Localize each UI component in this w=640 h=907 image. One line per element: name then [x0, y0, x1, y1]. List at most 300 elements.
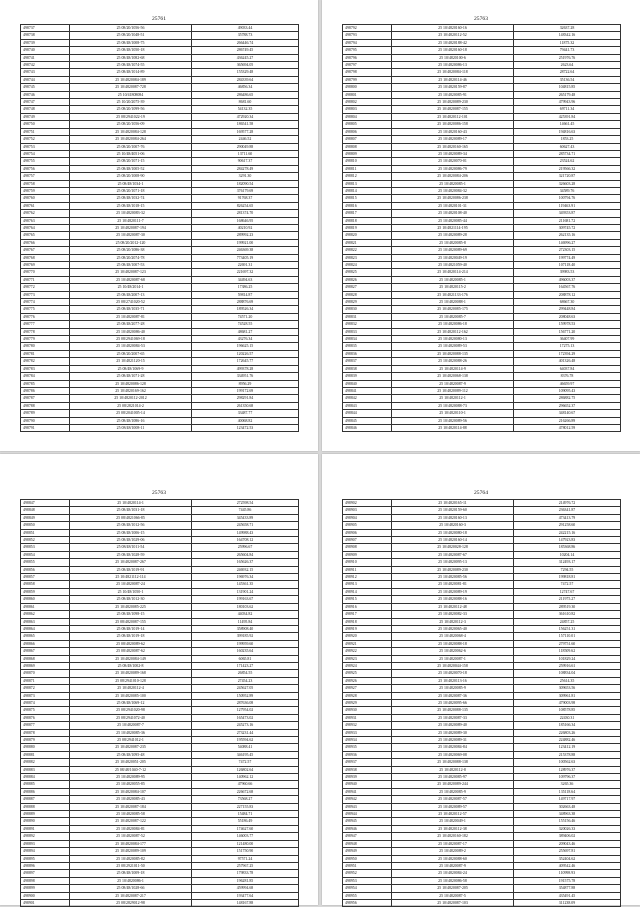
row-amount-cell: 149717.97: [514, 796, 621, 803]
row-id-cell: 498791: [21, 424, 70, 431]
row-code-cell: 25 10/48/4051-06: [70, 150, 192, 157]
row-amount-cell: 265604.84: [192, 551, 299, 558]
table-row: [343, 648, 621, 655]
row-id-cell: 498915: [343, 596, 392, 603]
row-id-cell: 498878: [21, 729, 70, 736]
row-code-cell: 25 08/48/1095-48: [70, 751, 192, 758]
row-code-cell: 25 10/4820087-205: [392, 885, 514, 892]
row-id-cell: 498846: [343, 424, 392, 431]
table-row: [343, 781, 621, 788]
row-code-cell: 25 10/4820089-57: [392, 803, 514, 810]
row-amount-cell: 185166.34: [514, 722, 621, 729]
row-id-cell: 498737: [21, 25, 70, 32]
row-amount-cell: 121480.00: [192, 840, 299, 847]
table-row: [343, 195, 621, 202]
row-id-cell: 498835: [343, 343, 392, 350]
row-code-cell: 25 10/4820084-24: [392, 870, 514, 877]
table-row: [343, 714, 621, 721]
table-row: [343, 69, 621, 76]
table-row: [343, 217, 621, 224]
row-id-cell: 498805: [343, 121, 392, 128]
row-amount-cell: 36407.99: [514, 336, 621, 343]
row-id-cell: 498939: [343, 774, 392, 781]
row-amount-cell: 24857.25: [514, 618, 621, 625]
row-id-cell: 498847: [21, 500, 70, 507]
row-id-cell: 498814: [343, 187, 392, 194]
row-amount-cell: 279751.60: [514, 640, 621, 647]
row-code-cell: 25 10/4820085-225: [70, 603, 192, 610]
row-code-cell: 25 08/48/1032-74: [70, 195, 192, 202]
row-amount-cell: 298291.84: [192, 395, 299, 402]
table-row: [21, 54, 299, 61]
row-amount-cell: 69711.34: [514, 106, 621, 113]
table-row: [21, 202, 299, 209]
row-amount-cell: 361610.82: [514, 611, 621, 618]
row-code-cell: 25 10/4820087-9: [392, 380, 514, 387]
row-amount-cell: 309653.56: [514, 685, 621, 692]
row-amount-cell: 199163.67: [192, 596, 299, 603]
table-row: [21, 365, 299, 372]
row-id-cell: 498894: [21, 848, 70, 855]
row-id-cell: 498800: [343, 84, 392, 91]
row-amount-cell: 245658.71: [192, 522, 299, 529]
row-amount-cell: 49033.44: [192, 25, 299, 32]
row-code-cell: 25 10/4820087-68: [70, 276, 192, 283]
row-amount-cell: 246369.38: [192, 247, 299, 254]
table-row: [21, 350, 299, 357]
row-code-cell: 25 10/4820112-101: [392, 113, 514, 120]
row-amount-cell: 399185.92: [192, 633, 299, 640]
row-amount-cell: 219566.32: [514, 165, 621, 172]
row-amount-cell: 189526.34: [192, 306, 299, 313]
table-row: [21, 885, 299, 892]
row-id-cell: 498787: [21, 395, 70, 402]
row-code-cell: 25 10/4820087-1: [392, 655, 514, 662]
row-amount-cell: 7472.57: [514, 581, 621, 588]
row-code-cell: 25 10/4820068-138: [392, 373, 514, 380]
row-id-cell: 498748: [21, 106, 70, 113]
table-row: [21, 321, 299, 328]
table-row: [343, 291, 621, 298]
row-amount-cell: 107118.40: [514, 262, 621, 269]
row-id-cell: 498817: [343, 210, 392, 217]
row-amount-cell: 46856.34: [192, 84, 299, 91]
table-row: [21, 811, 299, 818]
page-sheet: [322, 454, 640, 905]
row-id-cell: 498754: [21, 150, 70, 157]
row-code-cell: 25 10/48/1050-1: [70, 588, 192, 595]
row-code-cell: 25 10/4820088-18: [392, 640, 514, 647]
row-id-cell: 498793: [343, 32, 392, 39]
row-amount-cell: 48681.27: [192, 328, 299, 335]
row-id-cell: 498877: [21, 722, 70, 729]
row-code-cell: 25 10/4820084-81: [70, 825, 192, 832]
row-code-cell: 25 10/4820087-184: [70, 803, 192, 810]
row-code-cell: 25 10/4820086-58: [392, 877, 514, 884]
row-amount-cell: 35136.54: [514, 76, 621, 83]
row-id-cell: 498893: [21, 840, 70, 847]
row-code-cell: 25 10/4820089-30: [392, 729, 514, 736]
row-id-cell: 498900: [21, 892, 70, 899]
row-id-cell: 498890: [21, 818, 70, 825]
row-code-cell: 25 08/4820089-62: [70, 640, 192, 647]
table-row: [21, 833, 299, 840]
row-code-cell: 25 10/4820112-2012: [70, 395, 192, 402]
row-code-cell: 25 08/20/1007-76: [70, 143, 192, 150]
row-id-cell: 498772: [21, 284, 70, 291]
row-code-cell: 25 10/4820086-1: [70, 877, 192, 884]
row-code-cell: 25 08/20/1071-15: [70, 158, 192, 165]
table-row: [343, 729, 621, 736]
row-code-cell: 25 10/4820188-42: [392, 39, 514, 46]
row-amount-cell: 266446.74: [192, 39, 299, 46]
row-code-cell: 25 10/4820088-1: [392, 299, 514, 306]
table-row: [343, 269, 621, 276]
row-code-cell: 25 10/4820087-9: [392, 862, 514, 869]
row-code-cell: 25 10/4820049-1: [392, 818, 514, 825]
row-id-cell: 498938: [343, 766, 392, 773]
row-amount-cell: 168646.95: [192, 217, 299, 224]
table-row: [21, 551, 299, 558]
row-id-cell: 498762: [21, 210, 70, 217]
row-amount-cell: 22430.31: [514, 714, 621, 721]
table-row: [343, 99, 621, 106]
table-row: [343, 410, 621, 417]
table-row: [21, 217, 299, 224]
row-amount-cell: 208878.12: [514, 291, 621, 298]
table-row: [343, 514, 621, 521]
table-row: [21, 574, 299, 581]
row-amount-cell: 7445.86: [192, 507, 299, 514]
table-row: [21, 410, 299, 417]
row-id-cell: 498744: [21, 76, 70, 83]
row-code-cell: 25 08/2921011-50: [70, 862, 192, 869]
table-row: [21, 91, 299, 98]
row-amount-cell: 118509.62: [514, 648, 621, 655]
row-id-cell: 498797: [343, 62, 392, 69]
table-row: [343, 544, 621, 551]
row-amount-cell: 126802.64: [192, 766, 299, 773]
row-code-cell: 25 08/2829012-98: [70, 899, 192, 906]
row-amount-cell: 3265.36: [514, 781, 621, 788]
row-amount-cell: 54088.41: [192, 744, 299, 751]
row-amount-cell: 349353.87: [514, 210, 621, 217]
row-id-cell: 498790: [21, 417, 70, 424]
row-id-cell: 498743: [21, 69, 70, 76]
row-id-cell: 498747: [21, 99, 70, 106]
row-code-cell: 25 08/48/1008-75: [70, 39, 192, 46]
row-code-cell: 25 08/20/1071-18: [70, 187, 192, 194]
row-code-cell: 25 10/4820087-5: [392, 892, 514, 899]
row-id-cell: 498876: [21, 714, 70, 721]
table-row: [21, 62, 299, 69]
row-code-cell: 25 10/4820114-88: [392, 424, 514, 431]
row-amount-cell: 435491.45: [514, 892, 621, 899]
row-code-cell: 25 10/4820049-19: [392, 254, 514, 261]
row-id-cell: 498766: [21, 239, 70, 246]
row-id-cell: 498869: [21, 662, 70, 669]
row-code-cell: 25 10/4820087-217: [70, 892, 192, 899]
table-row: [21, 640, 299, 647]
row-id-cell: 498896: [21, 862, 70, 869]
row-amount-cell: 46659.97: [514, 380, 621, 387]
row-amount-cell: 60627.43: [514, 143, 621, 150]
row-amount-cell: 291258.60: [514, 522, 621, 529]
row-code-cell: 25 10/4820044-158: [392, 662, 514, 669]
row-id-cell: 498774: [21, 299, 70, 306]
row-id-cell: 498803: [343, 106, 392, 113]
row-id-cell: 498906: [343, 529, 392, 536]
row-id-cell: 498929: [343, 699, 392, 706]
table-row: [343, 655, 621, 662]
row-amount-cell: 74528.55: [192, 321, 299, 328]
row-code-cell: 25 10/4820086-79: [392, 165, 514, 172]
row-code-cell: 25 10/4820068-4: [392, 633, 514, 640]
row-code-cell: 25 10/4820100-6: [392, 54, 514, 61]
table-row: [343, 262, 621, 269]
row-id-cell: 498867: [21, 648, 70, 655]
row-amount-cell: 135118.64: [514, 788, 621, 795]
row-id-cell: 498760: [21, 195, 70, 202]
row-id-cell: 498820: [343, 232, 392, 239]
row-amount-cell: 216266.89: [514, 417, 621, 424]
ledger-table: [342, 499, 621, 907]
table-row: [343, 744, 621, 751]
table-row: [21, 566, 299, 573]
row-code-cell: 25 10/4820160-3: [392, 522, 514, 529]
row-code-cell: 25 08/2741020-52: [70, 299, 192, 306]
row-id-cell: 498750: [21, 121, 70, 128]
table-row: [343, 803, 621, 810]
table-row: [343, 507, 621, 514]
row-code-cell: 25 10/4820095-13: [392, 559, 514, 566]
row-amount-cell: 100562.63: [514, 759, 621, 766]
table-row: [343, 247, 621, 254]
row-code-cell: 25 10/4820085-43: [70, 796, 192, 803]
row-code-cell: 25 08/20/1048-51: [70, 32, 192, 39]
row-amount-cell: 155329.48: [192, 69, 299, 76]
row-code-cell: 25 08/48/1028-66: [70, 885, 192, 892]
table-row: [21, 128, 299, 135]
row-id-cell: 498811: [343, 165, 392, 172]
table-row: [343, 224, 621, 231]
row-amount-cell: 211681.72: [514, 217, 621, 224]
table-row: [343, 47, 621, 54]
table-row: [343, 551, 621, 558]
table-row: [343, 870, 621, 877]
row-id-cell: 498848: [21, 507, 70, 514]
table-row: [343, 633, 621, 640]
row-id-cell: 498751: [21, 128, 70, 135]
row-id-cell: 498870: [21, 670, 70, 677]
table-row: [343, 150, 621, 157]
page-sheet: [0, 0, 318, 451]
row-amount-cell: 272598.54: [192, 500, 299, 507]
table-row: [343, 500, 621, 507]
row-code-cell: 25 08/48/1018-15: [70, 202, 192, 209]
row-amount-cell: 311238.09: [514, 899, 621, 906]
row-code-cell: 25 10/4820088-135: [392, 350, 514, 357]
row-code-cell: 25 10/4820087-235: [70, 744, 192, 751]
table-row: [343, 202, 621, 209]
table-row: [343, 128, 621, 135]
row-code-cell: 25 10/4820160-182: [392, 833, 514, 840]
row-amount-cell: 7472.57: [192, 759, 299, 766]
row-id-cell: 498745: [21, 84, 70, 91]
row-amount-cell: 148342.16: [514, 32, 621, 39]
row-amount-cell: 199818.81: [514, 574, 621, 581]
row-code-cell: 25 10/4820087-30: [70, 232, 192, 239]
row-code-cell: 25 10/4820070-01: [392, 158, 514, 165]
table-row: [343, 254, 621, 261]
row-amount-cell: 257967.25: [192, 862, 299, 869]
table-row: [343, 387, 621, 394]
table-row: [21, 187, 299, 194]
row-amount-cell: 3291.30: [192, 173, 299, 180]
row-code-cell: 25 08/48/1019-18: [70, 633, 192, 640]
row-amount-cell: 345433.89: [192, 514, 299, 521]
row-id-cell: 498765: [21, 232, 70, 239]
row-code-cell: 25 08/48/1074-55: [70, 62, 192, 69]
table-row: [343, 306, 621, 313]
row-id-cell: 498903: [343, 507, 392, 514]
row-code-cell: 25 10/4820159-60: [392, 507, 514, 514]
row-id-cell: 498909: [343, 551, 392, 558]
row-id-cell: 498899: [21, 885, 70, 892]
row-id-cell: 498834: [343, 336, 392, 343]
row-id-cell: 498757: [21, 173, 70, 180]
table-row: [21, 507, 299, 514]
table-row: [343, 39, 621, 46]
row-amount-cell: 285734.71: [514, 150, 621, 157]
row-code-cell: 25 10/4820087-67: [392, 551, 514, 558]
row-amount-cell: 2623.64: [514, 62, 621, 69]
row-amount-cell: 236341.87: [514, 507, 621, 514]
row-code-cell: 25 10/4820087-122: [70, 818, 192, 825]
row-amount-cell: 290049.88: [192, 143, 299, 150]
table-row: [21, 892, 299, 899]
row-amount-cell: 169577.28: [192, 128, 299, 135]
row-amount-cell: 145361.35: [192, 581, 299, 588]
row-code-cell: 25 10/4820084-206: [392, 173, 514, 180]
table-row: [343, 373, 621, 380]
row-amount-cell: 436245.27: [192, 54, 299, 61]
table-row: [21, 276, 299, 283]
table-row: [343, 788, 621, 795]
row-code-cell: 25 08/4820087-62: [70, 648, 192, 655]
row-id-cell: 498927: [343, 685, 392, 692]
row-id-cell: 498907: [343, 537, 392, 544]
row-amount-cell: 11495.84: [192, 618, 299, 625]
table-row: [343, 566, 621, 573]
table-row: [21, 269, 299, 276]
row-id-cell: 498860: [21, 596, 70, 603]
row-amount-cell: 245273.16: [192, 722, 299, 729]
table-row: [21, 737, 299, 744]
row-amount-cell: 284339.64: [192, 76, 299, 83]
row-amount-cell: 150952.89: [192, 692, 299, 699]
row-amount-cell: 365694.05: [192, 62, 299, 69]
row-code-cell: 25 10/4820055-85: [70, 781, 192, 788]
row-code-cell: 25 10/4820089-69: [392, 247, 514, 254]
table-row: [343, 603, 621, 610]
row-code-cell: 25 10/4820115-2: [392, 284, 514, 291]
row-amount-cell: 43276.34: [192, 336, 299, 343]
row-id-cell: 498866: [21, 640, 70, 647]
table-row: [21, 722, 299, 729]
row-id-cell: 498809: [343, 150, 392, 157]
row-amount-cell: 299448.84: [514, 306, 621, 313]
row-code-cell: 25 10/4820089-53: [392, 343, 514, 350]
row-amount-cell: 164567.76: [514, 284, 621, 291]
row-id-cell: 498923: [343, 655, 392, 662]
row-code-cell: 25 10/4820095-66: [392, 699, 514, 706]
row-amount-cell: 14661.45: [514, 121, 621, 128]
table-row: [343, 722, 621, 729]
row-amount-cell: 179833.78: [192, 870, 299, 877]
row-code-cell: 25 08/20/1008-90: [70, 173, 192, 180]
row-amount-cell: 22691.31: [192, 262, 299, 269]
row-amount-cell: 156771.20: [514, 328, 621, 335]
table-row: [21, 855, 299, 862]
row-id-cell: 498930: [343, 707, 392, 714]
row-id-cell: 498910: [343, 559, 392, 566]
row-id-cell: 498827: [343, 284, 392, 291]
table-row: [343, 313, 621, 320]
row-code-cell: 25 10/4820159-87: [392, 84, 514, 91]
row-code-cell: 25 10/4821120-15: [70, 358, 192, 365]
row-code-cell: 25 10/4820085-9: [392, 788, 514, 795]
table-row: [343, 113, 621, 120]
row-amount-cell: 251976.76: [514, 54, 621, 61]
row-code-cell: 25 10/4820165-11: [392, 500, 514, 507]
row-id-cell: 498954: [343, 885, 392, 892]
table-row: [21, 25, 299, 32]
row-code-cell: 25 10/4820110-1: [392, 410, 514, 417]
table-row: [343, 121, 621, 128]
row-code-cell: 25 08/2941010-128: [70, 677, 192, 684]
row-amount-cell: 140962.12: [192, 774, 299, 781]
table-row: [343, 32, 621, 39]
row-amount-cell: 259916.61: [514, 662, 621, 669]
row-code-cell: 25 10/48/2014-1: [70, 284, 192, 291]
row-amount-cell: 425391.84: [514, 113, 621, 120]
row-id-cell: 498902: [343, 500, 392, 507]
row-amount-cell: 376179.69: [192, 187, 299, 194]
row-code-cell: 25 10/4820112-8: [392, 766, 514, 773]
table-row: [21, 39, 299, 46]
row-id-cell: 498756: [21, 165, 70, 172]
row-amount-cell: 272303.15: [514, 247, 621, 254]
row-amount-cell: 146996.27: [514, 239, 621, 246]
row-code-cell: 25 08/48/1014-89: [70, 69, 192, 76]
row-code-cell: 25 08/48/1086-16: [70, 417, 192, 424]
table-row: [21, 825, 299, 832]
row-id-cell: 498828: [343, 291, 392, 298]
row-code-cell: 25 08/48/1031-18: [70, 507, 192, 514]
table-row: [343, 276, 621, 283]
row-code-cell: 25 10/4820085-175: [392, 306, 514, 313]
row-id-cell: 498951: [343, 862, 392, 869]
page-title: 25763: [474, 16, 488, 22]
row-amount-cell: 110998.93: [514, 870, 621, 877]
row-amount-cell: 17275.13: [514, 343, 621, 350]
row-id-cell: 498850: [21, 522, 70, 529]
table-row: [21, 559, 299, 566]
row-code-cell: 25 10/4820085-58: [70, 811, 192, 818]
table-row: [343, 877, 621, 884]
row-id-cell: 498948: [343, 840, 392, 847]
